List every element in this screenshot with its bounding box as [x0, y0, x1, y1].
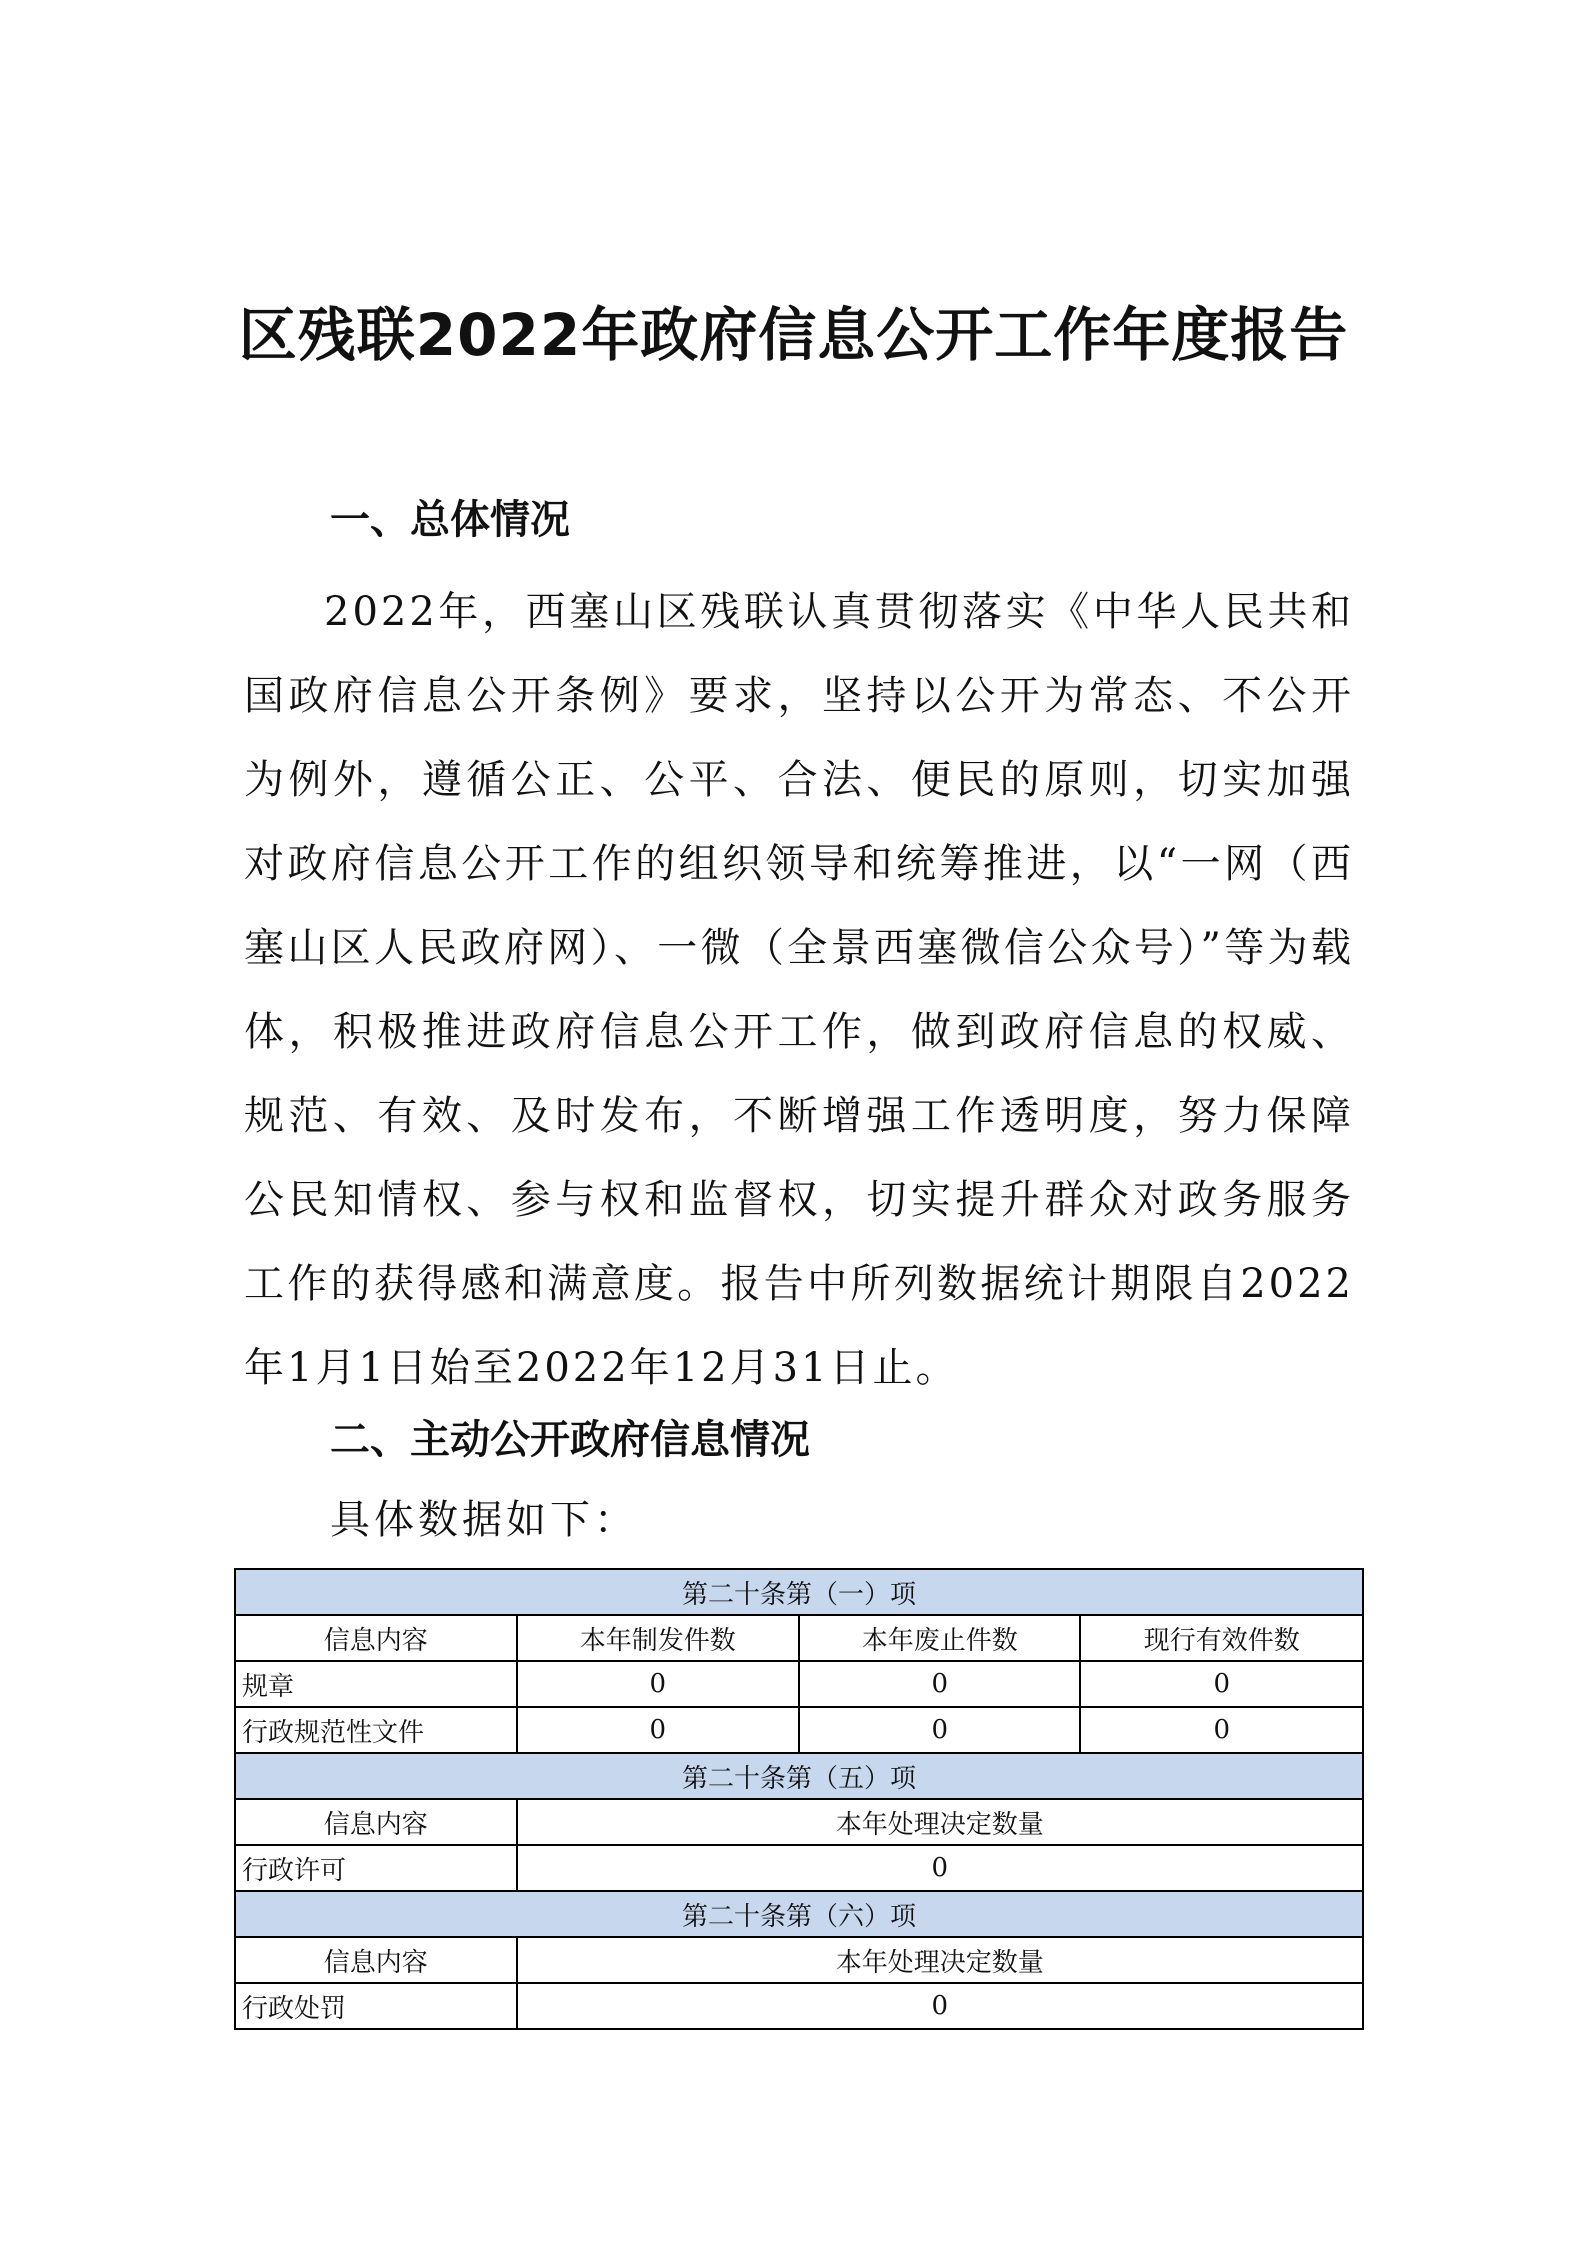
section-heading-active-disclosure: 二、主动公开政府信息情况 — [330, 1417, 810, 1463]
disclosure-data-table — [234, 1568, 1364, 2030]
table-row — [235, 1845, 1363, 1891]
table-cell: 0 — [1080, 1707, 1363, 1753]
column-header: 信息内容 — [235, 1799, 517, 1845]
table-section-header — [235, 1569, 1363, 1615]
table-column-header-row — [235, 1937, 1363, 1983]
table-cell: 0 — [517, 1661, 799, 1707]
table-section-header — [235, 1753, 1363, 1799]
column-header: 现行有效件数 — [1080, 1615, 1363, 1661]
table-cell: 0 — [799, 1661, 1081, 1707]
table-cell: 0 — [1080, 1661, 1363, 1707]
table-row — [235, 1983, 1363, 2029]
column-header: 本年处理决定数量 — [517, 1799, 1364, 1845]
data-lead-text: 具体数据如下： — [330, 1497, 638, 1543]
table-cell: 0 — [517, 1983, 1364, 2029]
column-header: 本年处理决定数量 — [517, 1937, 1364, 1983]
block1-title: 第二十条第（一）项 — [235, 1569, 1363, 1615]
table-row — [235, 1707, 1363, 1753]
section-heading-overview: 一、总体情况 — [330, 497, 570, 543]
block2-title: 第二十条第（五）项 — [235, 1753, 1363, 1799]
page-title: 区残联2022年政府信息公开工作年度报告 — [238, 301, 1349, 369]
column-header: 信息内容 — [235, 1937, 517, 1983]
table-cell: 0 — [517, 1707, 799, 1753]
row-label: 行政处罚 — [235, 1983, 517, 2029]
table-column-header-row — [235, 1615, 1363, 1661]
column-header: 本年制发件数 — [517, 1615, 799, 1661]
table-section-header — [235, 1891, 1363, 1937]
column-header: 信息内容 — [235, 1615, 517, 1661]
column-header: 本年废止件数 — [799, 1615, 1081, 1661]
table-cell: 0 — [517, 1845, 1364, 1891]
block3-title: 第二十条第（六）项 — [235, 1891, 1363, 1937]
table-cell: 0 — [799, 1707, 1081, 1753]
row-label: 规章 — [235, 1661, 517, 1707]
table-row — [235, 1661, 1363, 1707]
row-label: 行政许可 — [235, 1845, 517, 1891]
overview-paragraph: 2022年，西塞山区残联认真贯彻落实《中华人民共和国政府信息公开条例》要求，坚持以公开为常态、不公开为例外，遵循公正、公平、合法、便民的原则，切实加强对政府信息公开工作的组织领导和统筹推进，以“一网（西塞山区人民政府网）、一微（全景西塞微信公众号）”等为载体，积极推进政府信息公开工作，做到政府信息的权威、规范、有效、及时发布，不断增强工作透明度，努力保障公民知情权、参与权和监督权，切实提升群众对政务服务工作的获得感和满意度。报告中所列数据统计期限自2022年1月1日始至2022年12月31日止。 — [244, 589, 1354, 1391]
row-label: 行政规范性文件 — [235, 1707, 517, 1753]
table-column-header-row — [235, 1799, 1363, 1845]
